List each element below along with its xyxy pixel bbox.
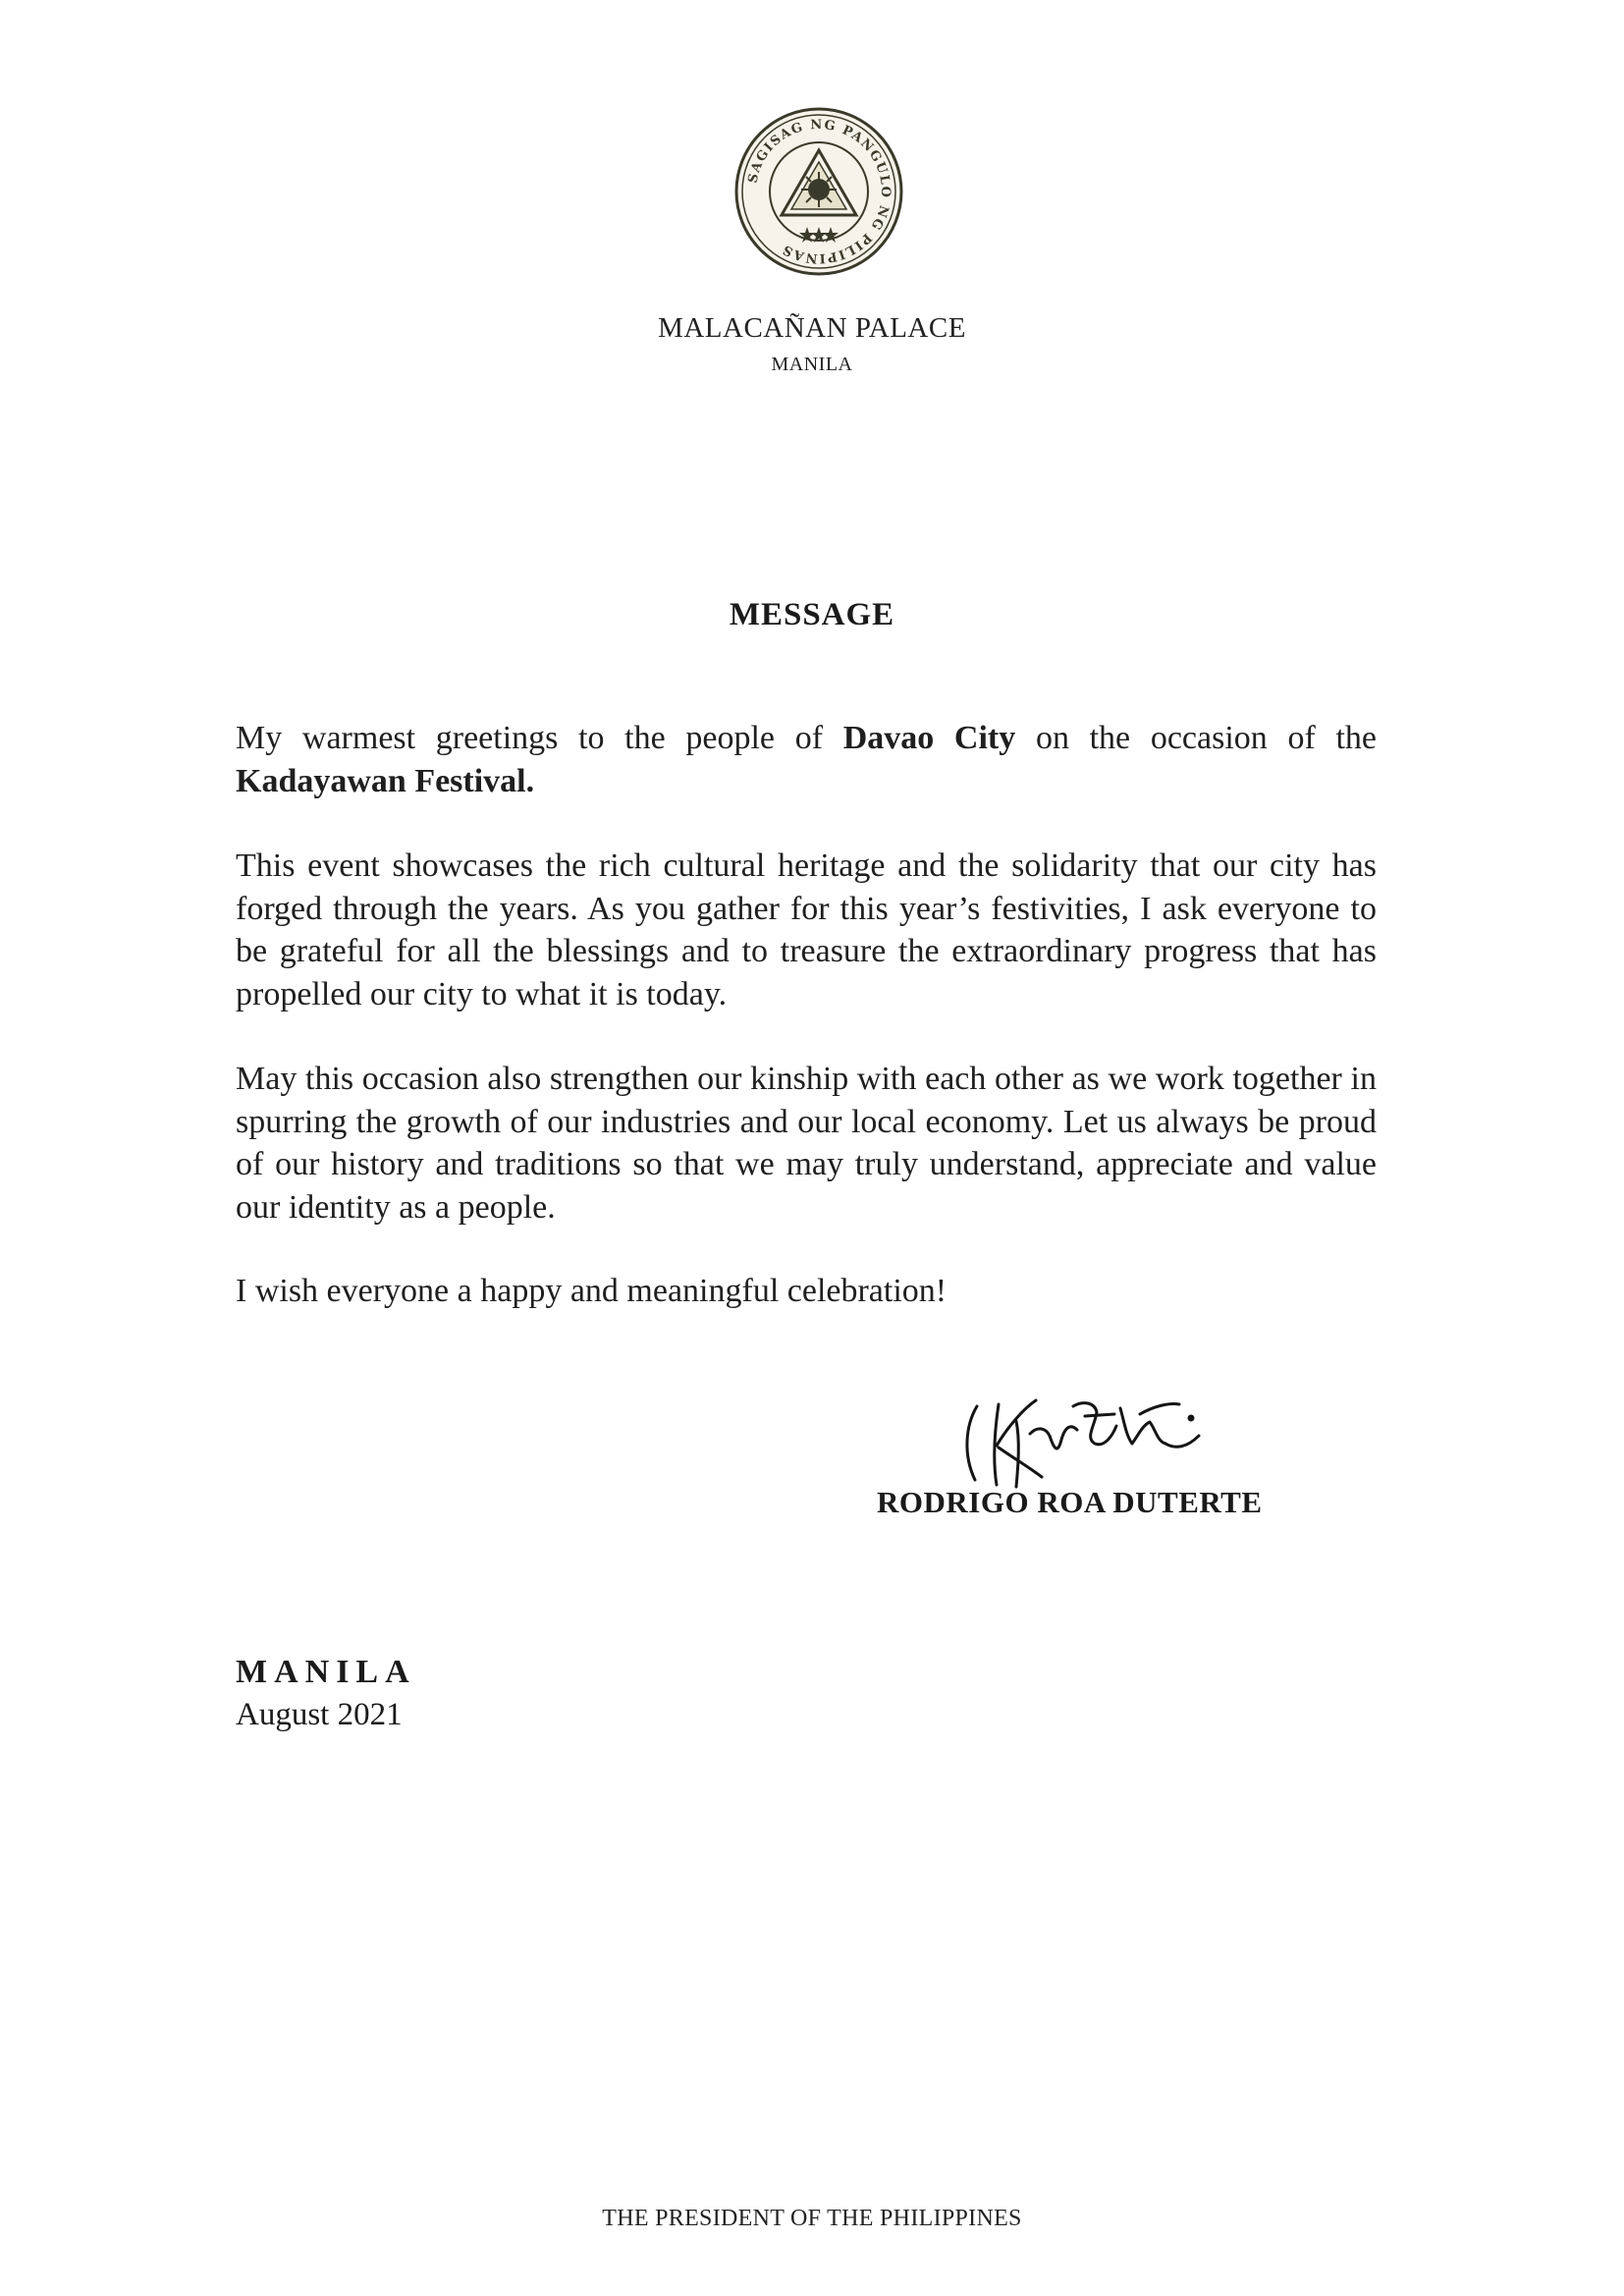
city-name: Davao City [842,720,1016,756]
paragraph-greeting [236,717,1377,802]
greeting-text-1: My warmest greetings to the people of [236,720,843,756]
festival-name: Kadayawan Festival. [236,762,535,799]
footer-title: THE PRESIDENT OF THE PHILIPPINES [602,2206,1022,2231]
presidential-seal-icon [732,105,905,278]
place-line: MANILA [236,1654,416,1690]
signatory-name: RODRIGO ROA DUTERTE [877,1485,1263,1519]
paragraph-closing: I wish everyone a happy and meaningful celebration! [236,1273,947,1309]
greeting-text-2: on the occasion of the [1015,720,1377,756]
paragraph-heritage: This event showcases the rich cultural heritage and the solidarity that our city has forged through the years. As you gather for this year’s festivities, I ask everyone to be grateful for all the blessings and to treasure the extraordinary progress that has propelled our city to what it is today. [236,847,1377,1012]
message-heading: MESSAGE [729,597,895,632]
handwritten-signature [947,1387,1222,1495]
seal-text: SAGISAG NG PANGULO NG PILIPINAS [745,117,893,266]
letterhead-title: MALACAÑAN PALACE [658,312,966,344]
paragraph-kinship: May this occasion also strengthen our kinship with each other as we work together in spurring the growth of our industries and our local economy. Let us always be proud of our history and traditions so that we may truly understand, appreciate and value our identity as a people. [236,1061,1377,1226]
letterhead-subtitle: MANILA [771,354,853,375]
date-line: August 2021 [236,1697,403,1732]
